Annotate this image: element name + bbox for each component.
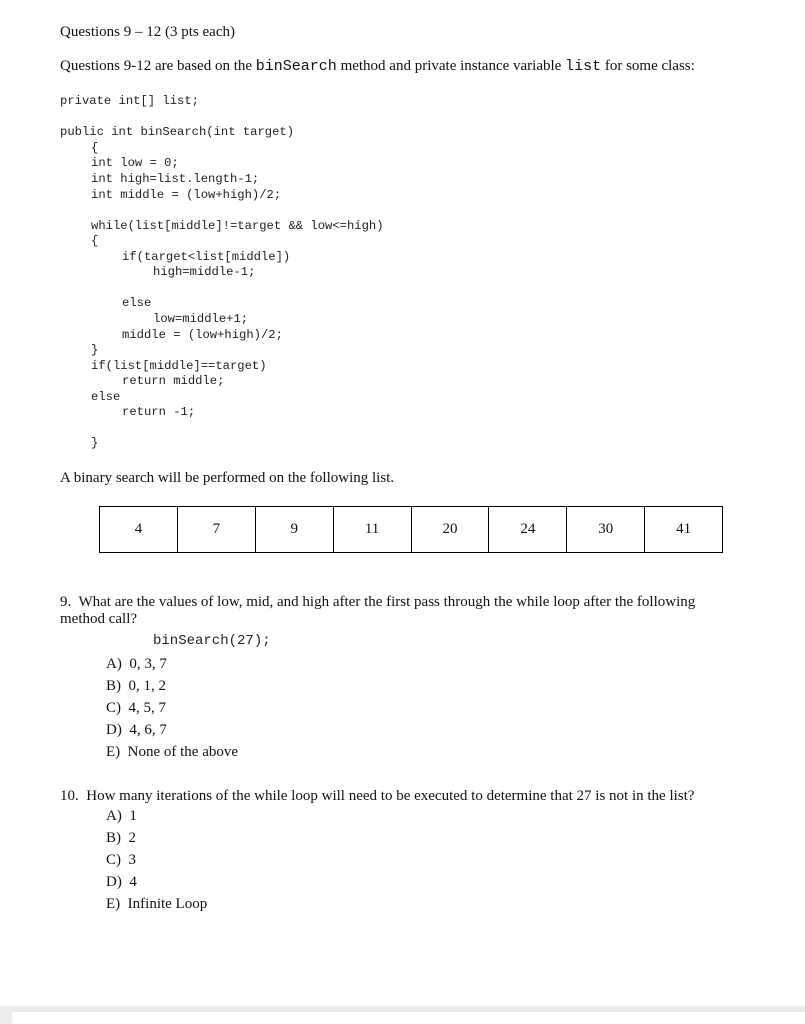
table-cell: 11 [333, 507, 411, 553]
code-line: public int binSearch(int target) [60, 125, 295, 139]
table-cell: 24 [489, 507, 567, 553]
code-line: middle = (low+high)/2; [122, 328, 283, 342]
table-cell: 20 [411, 507, 489, 553]
table-cell: 30 [567, 507, 645, 553]
intro-sentence [60, 58, 695, 75]
code-line: if(list[middle]==target) [91, 359, 267, 373]
code-line: int middle = (low+high)/2; [91, 188, 282, 202]
answer-option: B) 0, 1, 2 [106, 678, 166, 694]
table-row [100, 507, 723, 553]
code-line: int low = 0; [91, 156, 179, 170]
answer-option: D) 4, 6, 7 [106, 722, 167, 738]
list-description: A binary search will be performed on the following list. [60, 470, 395, 486]
code-line: return -1; [122, 405, 196, 419]
code-line: return middle; [122, 374, 225, 388]
intro-text-3: for some class: [601, 58, 695, 74]
code-line: { [91, 234, 99, 248]
intro-variable-name: list [565, 58, 602, 75]
code-line: int high=list.length-1; [91, 172, 260, 186]
answer-option: D) 4 [106, 874, 137, 890]
intro-text-1: Questions 9-12 are based on the [60, 58, 256, 74]
question-10-text: 10. How many iterations of the while loop will need to be executed to determine that 27 is not in the list? [60, 788, 695, 804]
code-line: low=middle+1; [153, 312, 249, 326]
answer-option: E) None of the above [106, 744, 239, 760]
section-title: Questions 9 – 12 (3 pts each) [60, 24, 235, 40]
table-cell: 9 [255, 507, 333, 553]
answer-option: C) 4, 5, 7 [106, 700, 166, 716]
answer-option: A) 0, 3, 7 [106, 656, 167, 672]
table-cell: 4 [100, 507, 178, 553]
code-line: { [91, 141, 99, 155]
table-cell: 41 [645, 507, 723, 553]
code-line: else [122, 296, 152, 310]
list-table [99, 506, 723, 553]
code-line: private int[] list; [60, 94, 199, 108]
intro-text-2: method and private instance variable [336, 58, 566, 74]
code-line: while(list[middle]!=target && low<=high) [91, 219, 384, 233]
code-line: else [91, 390, 121, 404]
question-9-text-continued: method call? [60, 611, 138, 627]
intro-method-name: binSearch [255, 58, 337, 75]
method-call: binSearch(27); [153, 633, 271, 649]
question-9-text: 9. What are the values of low, mid, and high after the first pass through the while loop after the following [60, 594, 696, 610]
answer-option: E) Infinite Loop [106, 896, 208, 912]
code-line: if(target<list[middle]) [122, 250, 291, 264]
code-line: } [91, 436, 99, 450]
answer-option: B) 2 [106, 830, 136, 846]
table-cell: 7 [177, 507, 255, 553]
answer-option: C) 3 [106, 852, 136, 868]
code-line: high=middle-1; [153, 265, 256, 279]
next-page-edge [12, 1012, 805, 1024]
answer-option: A) 1 [106, 808, 137, 824]
code-line: } [91, 343, 99, 357]
